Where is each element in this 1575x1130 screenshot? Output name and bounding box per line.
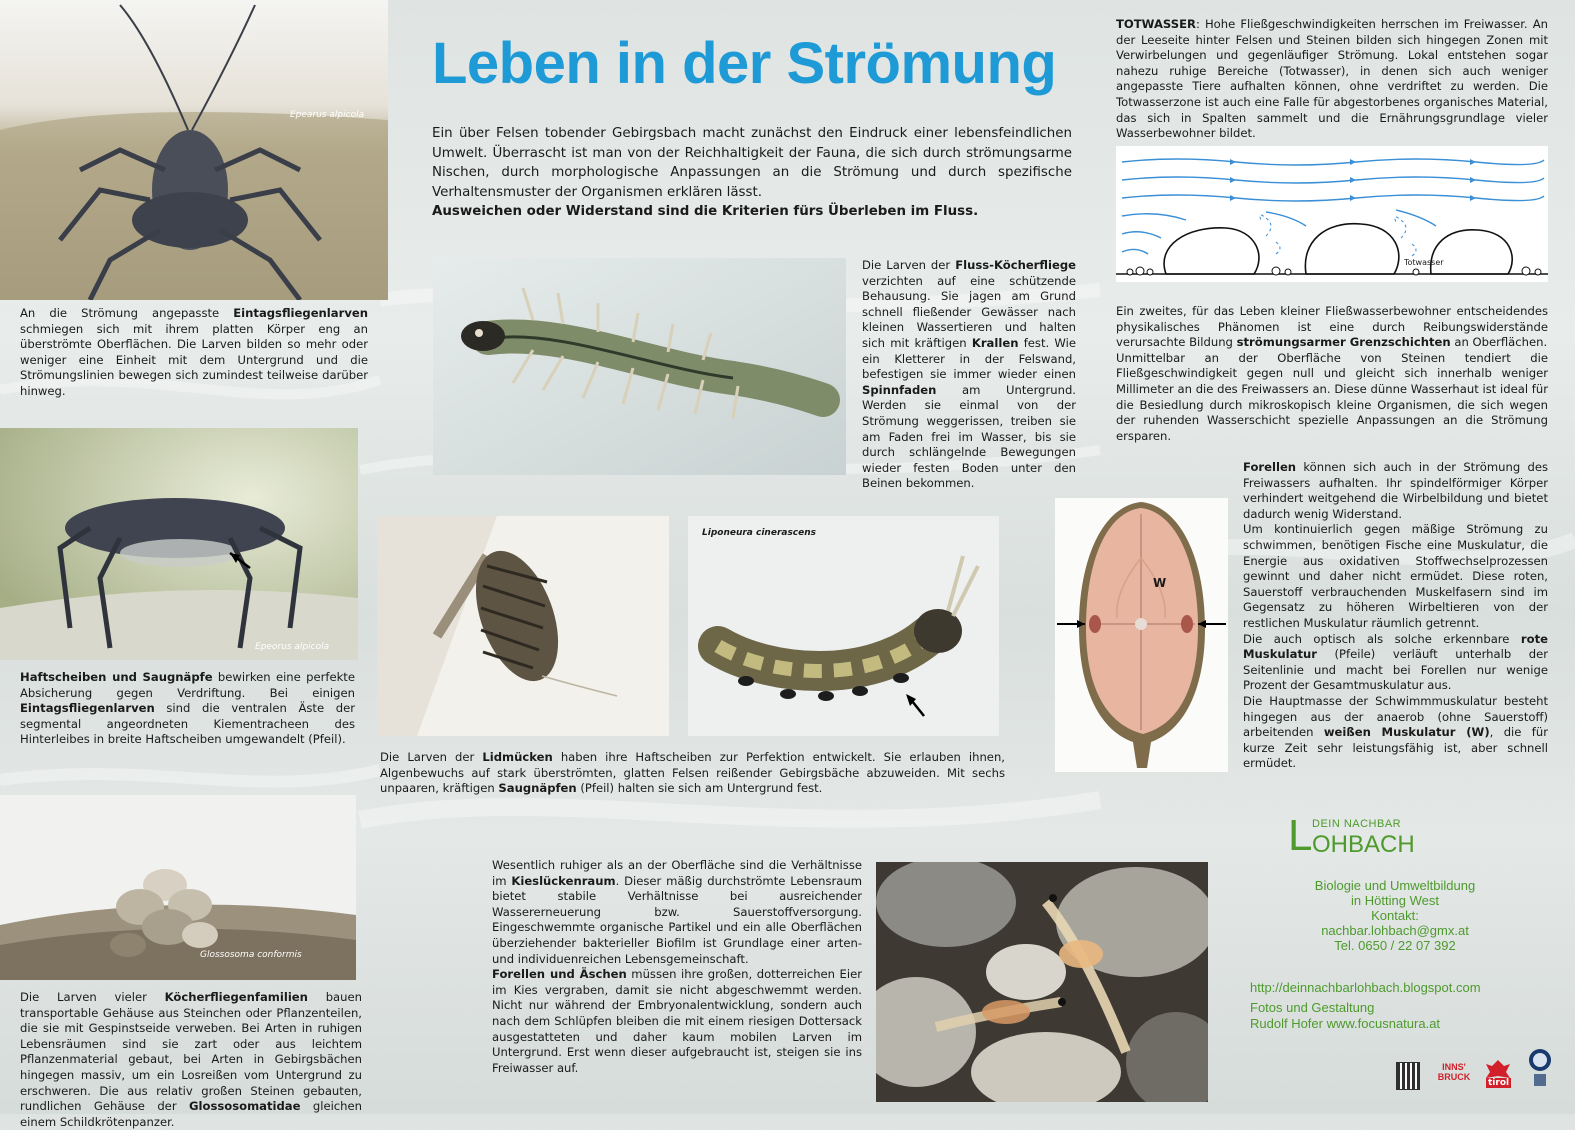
contact-line-1: Biologie und Umweltbildung bbox=[1314, 878, 1476, 893]
university-seal-icon bbox=[1524, 1048, 1556, 1088]
page-title: Leben in der Strömung bbox=[432, 31, 1057, 96]
contact-block bbox=[1250, 878, 1540, 953]
caption-liponeura: Liponeura cinerascens bbox=[702, 528, 817, 538]
credit-line-1: Fotos und Gestaltung bbox=[1250, 1000, 1375, 1015]
photo-trout-cross-section bbox=[1055, 498, 1228, 772]
logo-dein-nachbar: DEIN NACHBAR bbox=[1312, 818, 1402, 830]
photo-fish-larvae-gravel bbox=[876, 862, 1208, 1102]
text-eintagsfliegen: An die Strömung angepasste Eintagsfliegenlarven schmiegen sich mit ihrem platten Körper eng an überströmte Oberflächen. Die Larven bilden so mehr oder weniger eine Einheit mit dem Untergrund und die Strömungslinien bewegen sich zumindest teilweise darüber hinweg. bbox=[20, 306, 368, 398]
text-koecherfliegenfamilien: Die Larven vieler Köcherfliegenfamilien bauen transportable Gehäuse aus Steinchen oder Pflanzenteilen, die sie mit Gespinstseide verweben. Bei Arten in ruhigen Lebensräumen sind sie zart oder aus leichtem Pflanzenmaterial gebaut, bei Arten in Gebirgsbächen hingegen massiv, um ein Losreißen vom Untergrund zu erschweren. Die aus relativ großen Steinen gebauten, rundlichen Gehäuse der Glossosomatidae gleichen einem Schildkrötenpanzer. bbox=[20, 990, 363, 1129]
text-forellen: Forellen können sich auch in der Strömung des Freiwassers aufhalten. Ihr spindelförmiger Körper verhindert weitgehend die Wirbelbildung und bietet dadurch wenig Widerstand. Um kontinuierlich gegen mäßige Strömung zu schwimmen, benötigen Fische eine Muskulatur, die Energie aus oxidativen Stoffwechselprozessen gewinnt und daher nicht ermüdet. Diese roten, Sauerstoff verbrauchenden Muskelfasern sind im Gegensatz zu höheren Wirbeltieren von der restlichen Muskulatur räumlich getrennt. Die auch optisch als solche erkennbare rote Muskulatur (Pfeile) verläuft unterhalb der Seitenlinie und macht bei Forellen nur wenige Prozent der Gesamtmuskulatur aus. Die Hauptmasse der Schwimmmuskulatur besteht hingegen aus der anaerob (ohne Sauerstoff) arbeitenden weißen Muskulatur (W), die für kurze Zeit sehr leistungsfähig ist, aber schnell ermüdet. bbox=[1243, 460, 1548, 771]
contact-phone: Tel. 0650 / 22 07 392 bbox=[1334, 938, 1456, 953]
logo-big-l: L bbox=[1288, 811, 1313, 860]
photo-liponeura-larva bbox=[688, 516, 999, 736]
photo-epeorus-underside bbox=[0, 428, 358, 660]
blog-link[interactable]: http://deinnachbarlohbach.blogspot.com bbox=[1250, 980, 1481, 995]
text-kieslueckenraum: Wesentlich ruhiger als an der Oberfläche sind die Verhältnisse im Kieslückenraum. Dieser mäßig durchströmte Lebensraum bietet stabile Verhältnisse bei ausreichender Wassererneuerung bzw. Sauerstoffversorgung. Eingeschwemmte organische Partikel und ein alle Oberflächen überziehender bakterieller Biofilm ist Grundlage einer arten- und individuenreichen Lebensgemeinschaft. Forellen und Äschen müssen ihre großen, dotterreichen Eier im Kies vergraben, damit sie nicht abgeschwemmt werden. Nicht nur während der Embryonalentwicklung, sondern auch nach dem Schlüpfen bleiben die mit einem riesigen Dottersack ausgestatteten und daher kaum mobilen Larven im Untergrund. Erst wenn dieser aufgebraucht ist, steigen sie ins Freiwasser auf. bbox=[492, 858, 862, 1075]
totwasser-label: Totwasser bbox=[1404, 258, 1444, 267]
tirol-logo bbox=[1482, 1058, 1514, 1090]
text-totwasser: TOTWASSER: Hohe Fließgeschwindigkeiten herrschen im Freiwasser. An der Leeseite hinter Felsen und Steinen bilden sich hingegen Zonen mit Verwirbelungen und gegenläufiger Strömung. Lokal entstehen sogar nahezu ruhige Bereiche (Totwasser), in denen sich auch weniger angepasste Tiere aufhalten können, ohne verdriftet zu werden. Die Totwasserzone ist auch eine Falle für abgestorbenes organisches Material, das sich in Spalten sammelt und die Ernährungsgrundlage vieler Wasserbewohner bildet. bbox=[1116, 17, 1548, 141]
text-haftscheiben: Haftscheiben und Saugnäpfe bewirken eine perfekte Absicherung gegen Verdriftung. Bei einigen Eintagsfliegenlarven sind die ventralen Äste der segmental angeordneten Kiementracheen des Hinterleibes in breite Haftscheiben umgewandelt (Pfeil). bbox=[20, 670, 355, 747]
contact-line-2: in Hötting West bbox=[1351, 893, 1439, 908]
caption-glossosoma: Glossosoma conformis bbox=[200, 950, 302, 960]
logo-ohbach: OHBACH bbox=[1312, 831, 1415, 858]
contact-label: Kontakt: bbox=[1371, 908, 1419, 923]
photo-rhyacophila-larva bbox=[433, 258, 846, 475]
contact-email[interactable]: nachbar.lohbach@gmx.at bbox=[1321, 923, 1469, 938]
tirol-logo-text: tirol bbox=[1488, 1078, 1510, 1088]
label-white-muscle: W bbox=[1153, 576, 1167, 590]
caption-epearus: Epearus alpicola bbox=[290, 110, 365, 120]
text-fluss-koecherfliege: Die Larven der Fluss-Köcherfliege verzichten auf eine schützende Behausung. Sie jagen am Grund schnell fließender Gewässer nach kleinen Wassertieren und halten sich mit kräftigen Krallen fest. Wie ein Kletterer in der Felswand, befestigen sie immer wieder einen Spinnfaden am Untergrund. Werden sie einmal von der Strömung weggerissen, treiben sie am Faden frei im Wasser, bis sie durch schlängelnde Bewegungen wieder festen Boden unter den Beinen bekommen. bbox=[862, 258, 1076, 491]
text-lidmuecken: Die Larven der Lidmücken haben ihre Haftscheiben zur Perfektion entwickelt. Sie erlauben ihnen, Algenbewuchs auf stark überströmten, glatten Felsen reißender Gebirgsbäche abzuweiden. Mit sechs unpaaren, kräftigen Saugnäpfen (Pfeil) halten sie sich am Untergrund fest. bbox=[380, 750, 1005, 796]
text-grenzschichten: Ein zweites, für das Leben kleiner Fließwasserbewohner entscheidendes physikalisches Phänomen ist eine durch Reibungswiderstände verursachte Bildung strömungsarmer Grenzschichten an Oberflächen. Unmittelbar an der Oberfläche von Steinen tendiert die Fließgeschwindigkeit gegen null und gleicht sich innerhalb weniger Millimeter an die des Freiwassers an. Diese dünne Wasserhaut ist ideal für die Besiedlung durch mikroskopisch kleine Organismen, die sich wegen der ruhenden Wasserschicht spezielle Anpassungen an die Strömung ersparen. bbox=[1116, 304, 1548, 443]
intro-text: Ein über Felsen tobender Gebirgsbach macht zunächst den Eindruck einer lebensfeindlichen Umwelt. Überrascht ist man von der Reichhaltigkeit der Fauna, die sich durch strömungsarme Nischen, durch morphologische Anpassungen an die Strömung und durch spezifische Verhaltensmuster der Organismen erklären lässt. Ausweichen oder Widerstand sind die Kriterien fürs Überleben im Fluss. bbox=[432, 126, 1072, 219]
logo-lohbach bbox=[1288, 811, 1488, 864]
innsbruck-logo bbox=[1434, 1062, 1474, 1088]
diagram-totwasser-flow bbox=[1116, 146, 1548, 282]
innsbruck-logo-text: INNS' BRUCK bbox=[1437, 1062, 1471, 1082]
photo-mayfly-larva bbox=[0, 0, 388, 300]
photo-glossosoma-case bbox=[0, 795, 356, 980]
credit-line-2: Rudolf Hofer www.focusnatura.at bbox=[1250, 1016, 1441, 1031]
caption-epeorus: Epeorus alpicola bbox=[255, 642, 330, 652]
photo-blephariceridae-1 bbox=[377, 516, 669, 736]
qr-code-icon[interactable] bbox=[1396, 1062, 1420, 1090]
